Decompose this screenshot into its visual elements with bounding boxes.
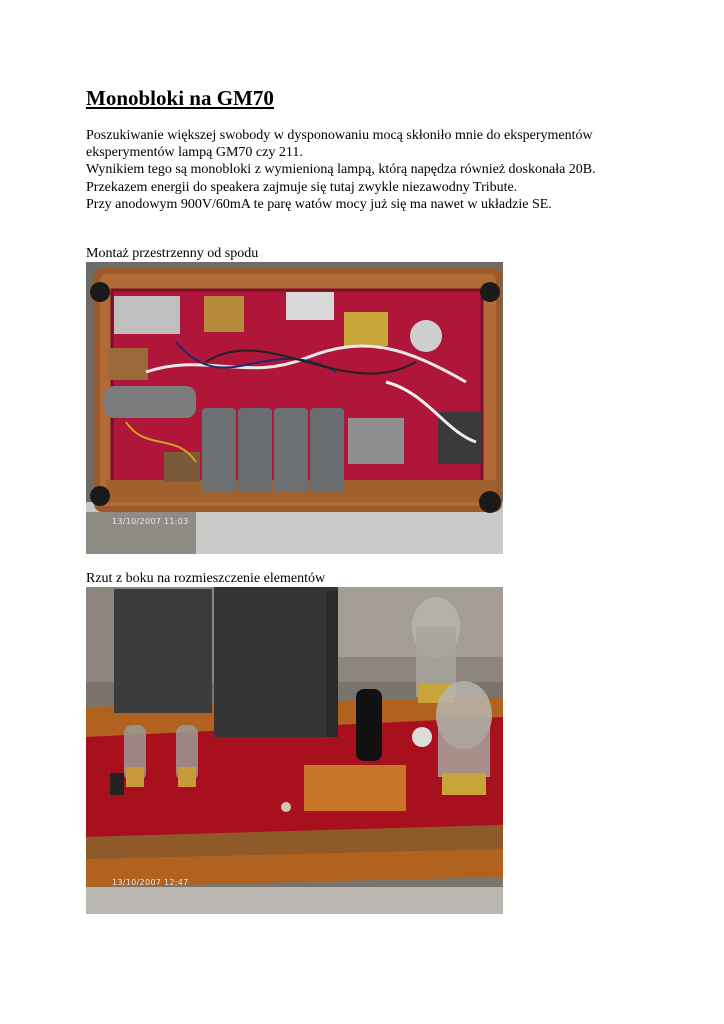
paragraph-line: eksperymentów lampą GM70 czy 211.	[86, 145, 303, 161]
intro-paragraph	[86, 127, 666, 213]
photo-timestamp-side-view: 13/10/2007 12:47	[112, 878, 189, 887]
photo-timestamp-underside: 13/10/2007 11:03	[112, 517, 189, 526]
figure-caption-underside: Montaż przestrzenny od spodu	[86, 246, 259, 261]
paragraph-line: Poszukiwanie większej swobody w dysponowaniu mocą skłoniło mnie do eksperymentów	[86, 128, 593, 143]
photo-underside-wiring	[86, 262, 503, 554]
paragraph-line: Przy anodowym 900V/60mA te parę watów mocy już się ma nawet w układzie SE.	[86, 196, 552, 212]
photo-side-view-layout	[86, 587, 503, 914]
paragraph-line: Wynikiem tego są monobloki z wymienioną lampą, którą napędza również doskonała 20B.	[86, 162, 596, 178]
figure-caption-side-view: Rzut z boku na rozmieszczenie elementów	[86, 571, 326, 586]
paragraph-line: Przekazem energii do speakera zajmuje się tutaj zwykle niezawodny Tribute.	[86, 179, 518, 195]
page-title: Monobloki na GM70	[86, 86, 274, 110]
